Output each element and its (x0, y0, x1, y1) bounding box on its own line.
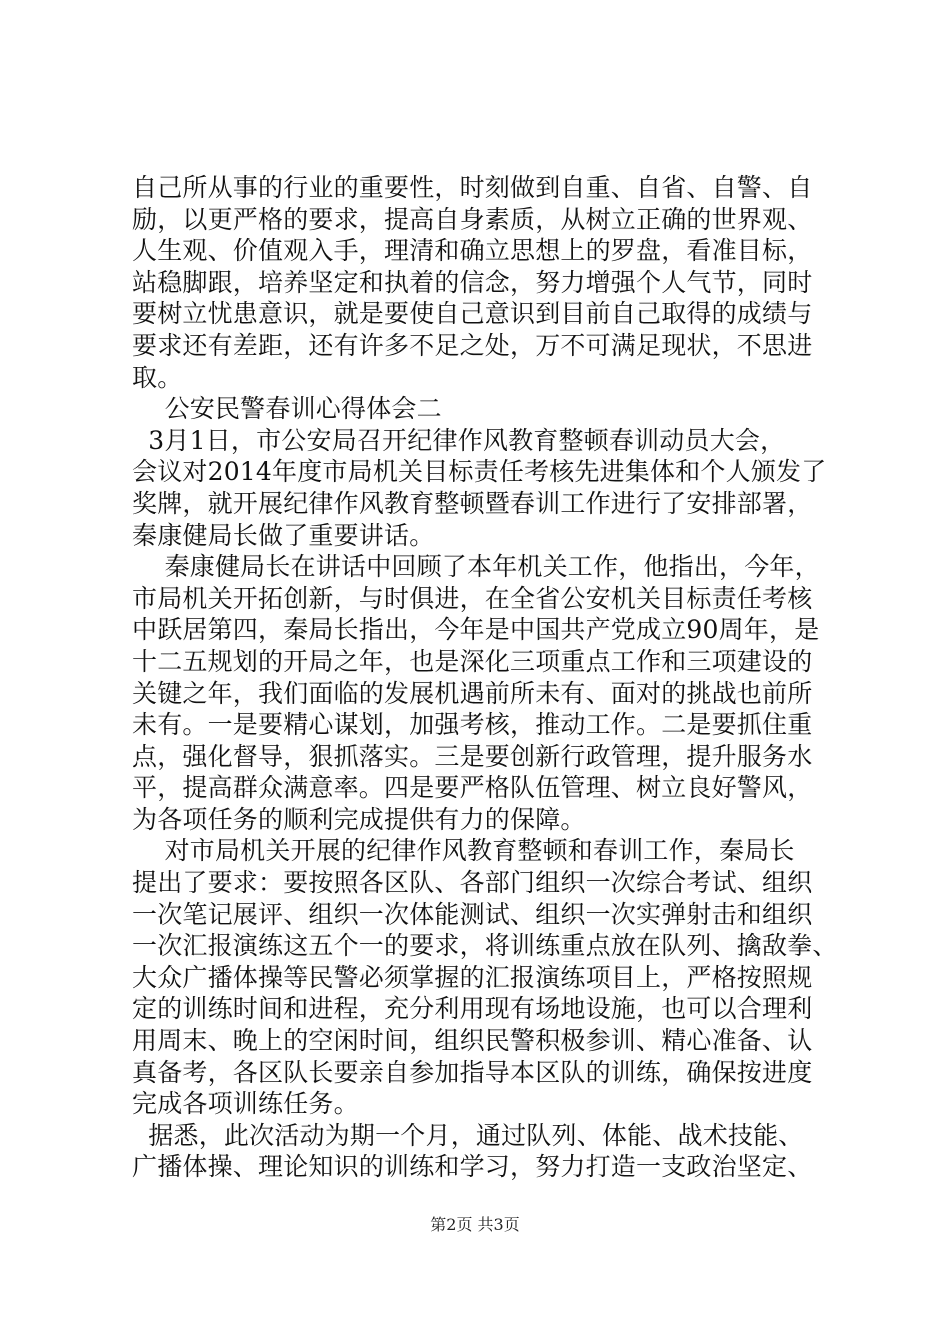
text-line: 大众广播体操等民警必须掌握的汇报演练项目上，严格按照规 (132, 962, 813, 992)
text-line: 会议对2014年度市局机关目标责任考核先进集体和个人颁发了 (132, 457, 827, 487)
text-line: 十二五规划的开局之年，也是深化三项重点工作和三项建设的 (132, 646, 813, 676)
text-line: 自己所从事的行业的重要性，时刻做到自重、自省、自警、自 (132, 173, 813, 202)
document-body (132, 172, 838, 1183)
text-line: 一次汇报演练这五个一的要求，将训练重点放在队列、擒敌拳、 (132, 931, 838, 961)
text-line: 提出了要求：要按照各区队、各部门组织一次综合考试、组织 (132, 868, 813, 898)
text-line: 秦康健局长在讲话中回顾了本年机关工作，他指出，今年， (132, 552, 820, 582)
text-line: 要树立忧患意识，就是要使自己意识到目前自己取得的成绩与 (132, 299, 813, 329)
text-line: 真备考，各区队长要亲自参加指导本区队的训练，确保按进度 (132, 1057, 813, 1087)
text-line: 励，以更严格的要求，提高自身素质，从树立正确的世界观、 (132, 204, 813, 234)
text-line: 关键之年，我们面临的发展机遇前所未有、面对的挑战也前所 (132, 678, 813, 708)
text-line: 广播体操、理论知识的训练和学习，努力打造一支政治坚定、 (132, 1152, 813, 1182)
text-line: 人生观、价值观入手，理清和确立思想上的罗盘，看准目标， (132, 236, 813, 266)
text-line: 完成各项训练任务。 (132, 1089, 359, 1119)
text-line: 据悉，此次活动为期一个月，通过队列、体能、战术技能、 (132, 1120, 804, 1150)
text-line: 取。 (132, 362, 183, 392)
text-line: 未有。一是要精心谋划，加强考核，推动工作。二是要抓住重 (132, 710, 813, 740)
text-line: 奖牌，就开展纪律作风教育整顿暨春训工作进行了安排部署， (132, 488, 813, 518)
text-line: 平，提高群众满意率。四是要严格队伍管理、树立良好警风， (132, 773, 813, 803)
text-line: 公安民警春训心得体会二 (132, 394, 442, 424)
text-line: 为各项任务的顺利完成提供有力的保障。 (132, 804, 586, 834)
text-line: 对市局机关开展的纪律作风教育整顿和春训工作，秦局长 (132, 836, 795, 866)
text-line: 要求还有差距，还有许多不足之处，万不可满足现状，不思进 (132, 330, 813, 360)
text-line: 点，强化督导，狠抓落实。三是要创新行政管理，提升服务水 (132, 741, 813, 771)
text-line: 3月1日，市公安局召开纪律作风教育整顿春训动员大会， (132, 425, 786, 455)
text-line: 秦康健局长做了重要讲话。 (132, 520, 435, 550)
text-line: 用周末、晚上的空闲时间，组织民警积极参训、精心准备、认 (132, 1026, 813, 1056)
text-line: 市局机关开拓创新，与时俱进，在全省公安机关目标责任考核 (132, 583, 813, 613)
text-line: 一次笔记展评、组织一次体能测试、组织一次实弹射击和组织 (132, 899, 813, 929)
text-line: 站稳脚跟，培养坚定和执着的信念，努力增强个人气节，同时 (132, 267, 813, 297)
text-line: 中跃居第四，秦局长指出，今年是中国共产党成立90周年，是 (132, 615, 820, 645)
text-line: 定的训练时间和进程，充分利用现有场地设施，也可以合理利 (132, 994, 813, 1024)
page-footer: 第2页 共3页 (430, 1215, 520, 1234)
